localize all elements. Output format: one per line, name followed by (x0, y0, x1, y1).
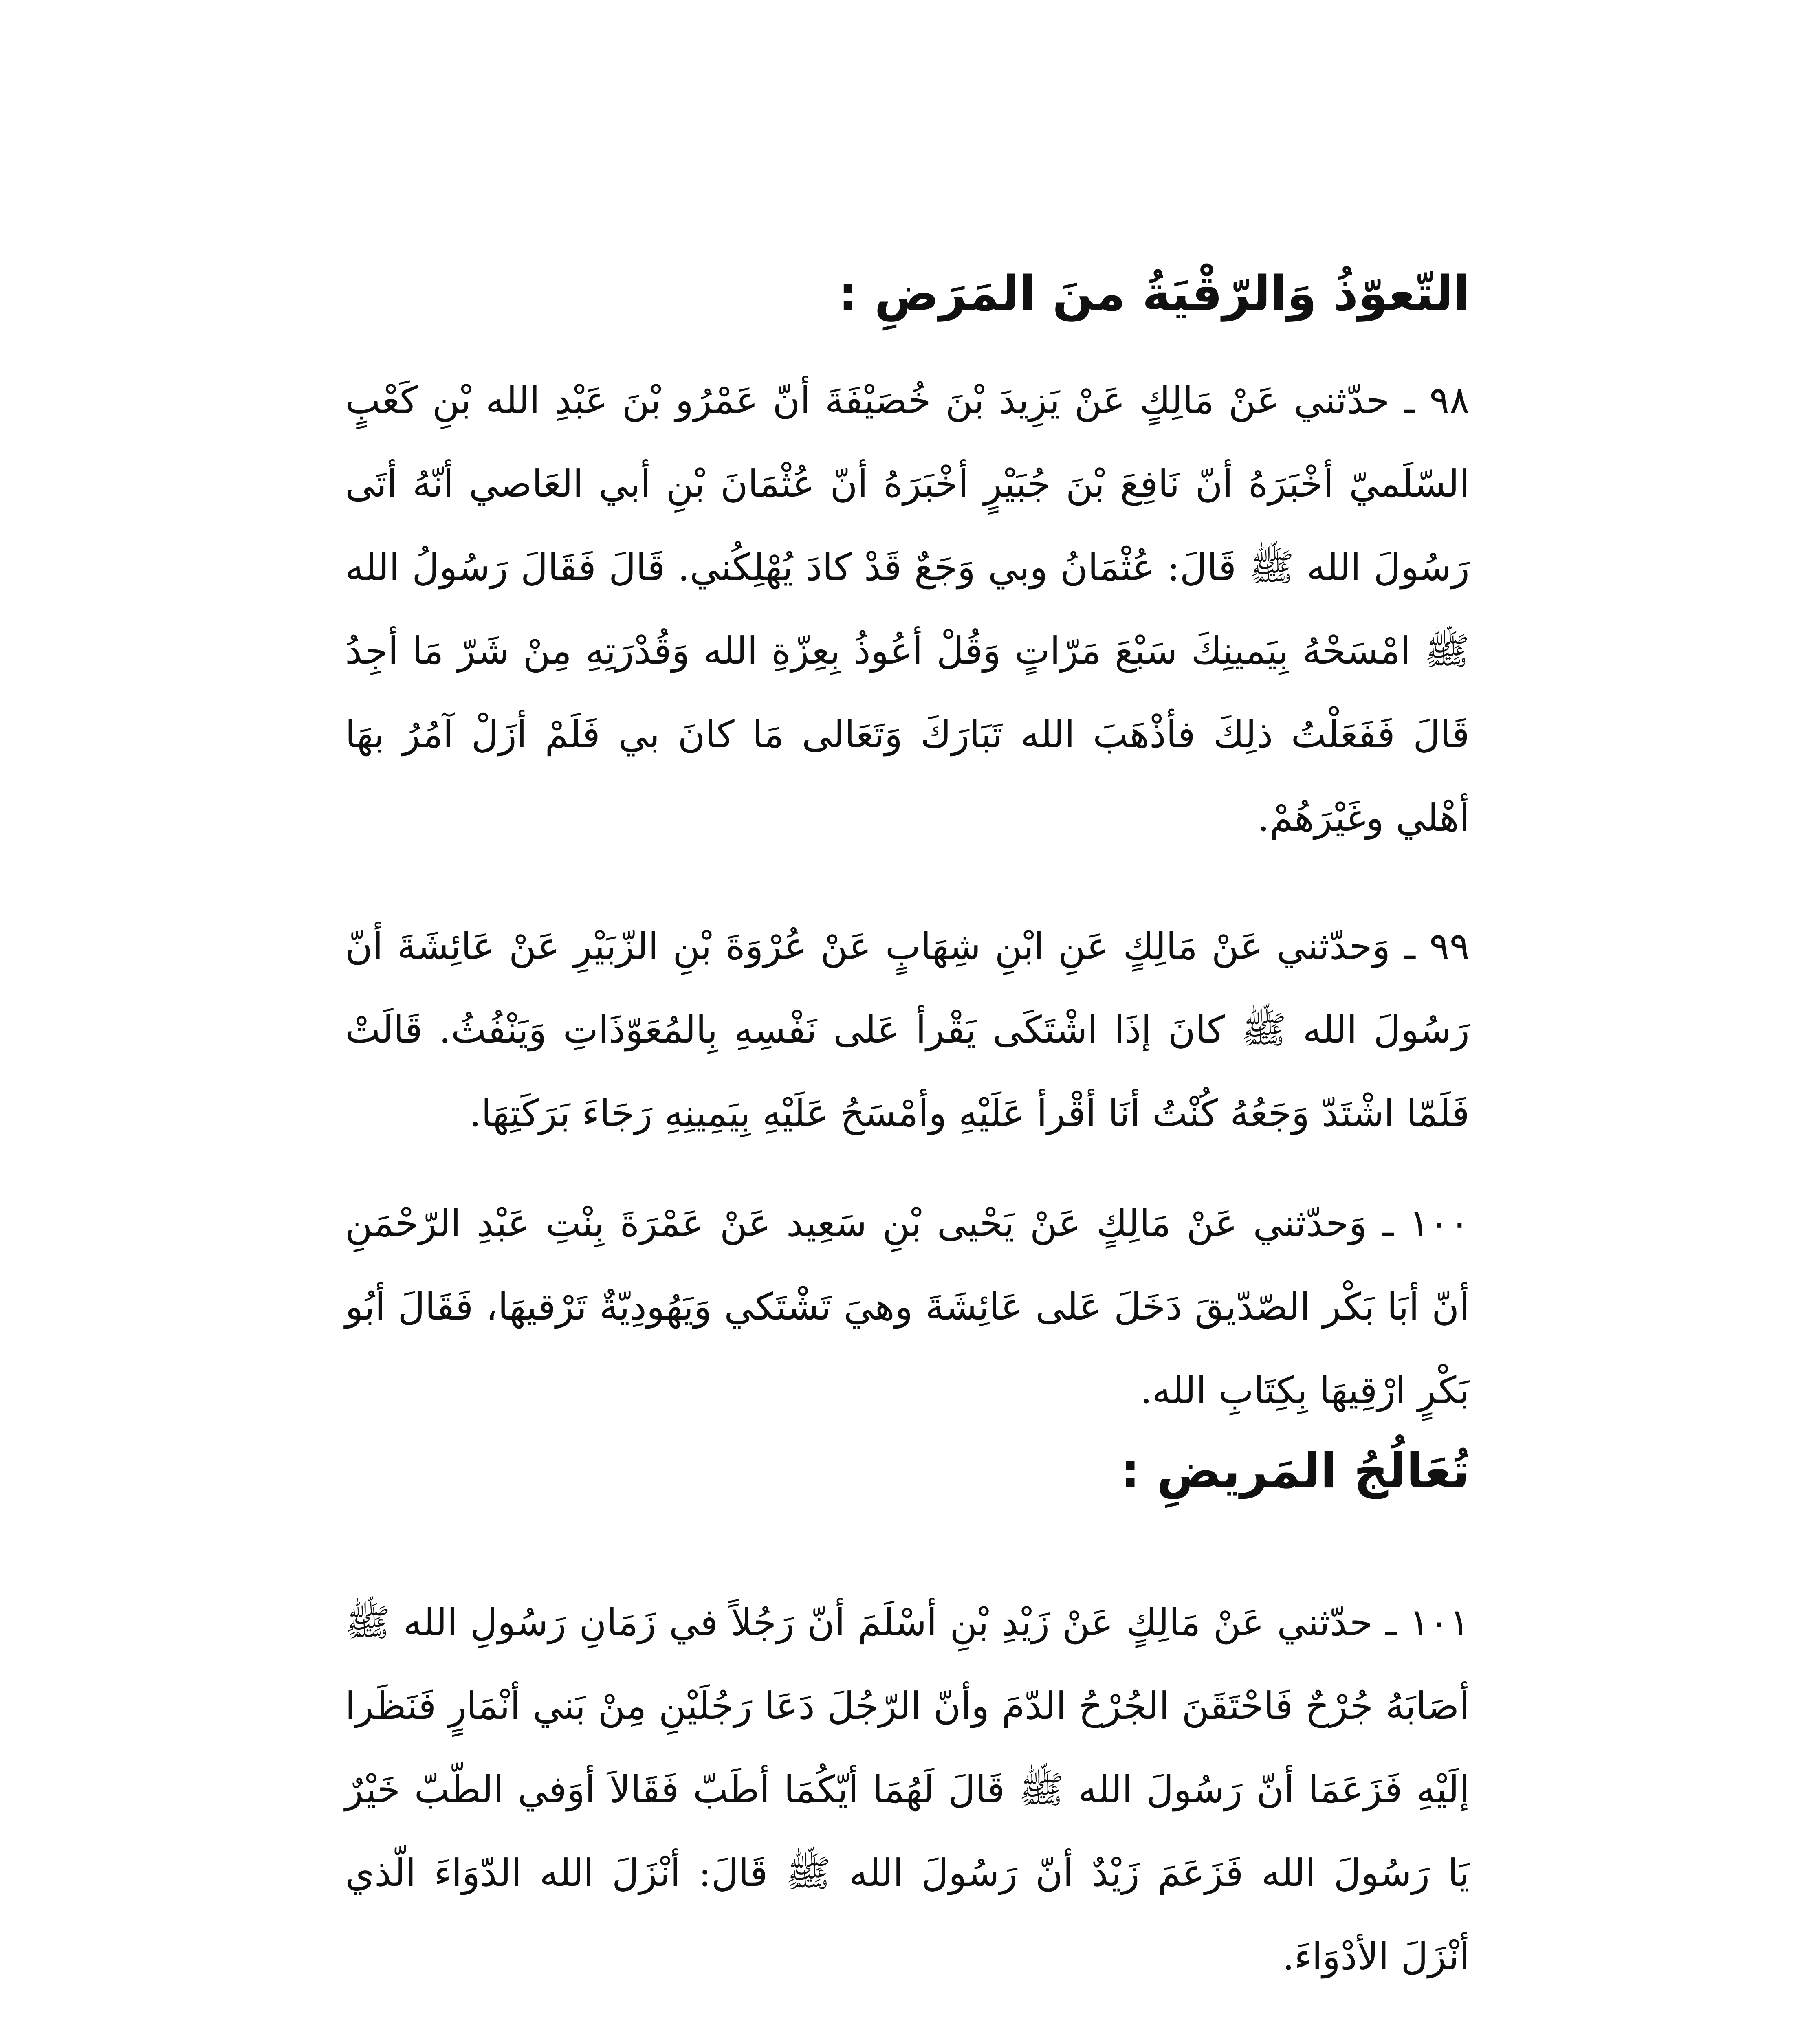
hadith-paragraph-100: ١٠٠ ـ وَحدّثني عَنْ مَالِكٍ عَنْ يَحْيى بْنِ سَعِيد عَنْ عَمْرَةَ بِنْتِ عَبْدِ الرّحْمَنِ أنّ أبَا بَكْر الصّدّيقَ دَخَلَ عَلى عَائِشَةَ وهيَ تَشْتَكي وَيَهُودِيّةٌ تَرْقيهَا، فَقَالَ أبُو بَكْرٍ ارْقِيهَا بِكِتَابِ الله. (345, 1201, 1470, 1412)
section-heading-treatment: تُعَالُجُ المَريضِ : (1120, 1443, 1470, 1499)
hadith-paragraph-101: ١٠١ ـ حدّثني عَنْ مَالِكٍ عَنْ زَيْدِ بْنِ أسْلَمَ أنّ رَجُلاً في زَمَانِ رَسُولِ الله ﷺ أصَابَهُ جُرْحٌ فَاحْتَقَنَ الجُرْحُ الدّمَ وأنّ الرّجُلَ دَعَا رَجُلَيْنِ مِنْ بَني أنْمَارٍ فَنَظَرا إلَيْهِ فَزَعَمَا أنّ رَسُولَ الله ﷺ قَالَ لَهُمَا أيّكُمَا أطَبّ فَقَالاَ أوَفي الطّبّ خَيْرٌ يَا رَسُولَ الله فَزَعَمَ زَيْدٌ أنّ رَسُولَ الله ﷺ قَالَ: أنْزَلَ الله الدّوَاءَ الّذي أنْزَلَ الأدْوَاءَ. (345, 1601, 1470, 1978)
section-heading-incantation: التّعوّذُ وَالرّقْيَةُ منَ المَرَضِ : (838, 265, 1470, 321)
hadith-paragraph-98: ٩٨ ـ حدّثني عَنْ مَالِكٍ عَنْ يَزِيدَ بْنَ خُصَيْفَةَ أنّ عَمْرُو بْنَ عَبْدِ الله بْنِ كَعْبٍ السّلَميّ أخْبَرَهُ أنّ نَافِعَ بْنَ جُبَيْرٍ أخْبَرَهُ أنّ عُثْمَانَ بْنِ أبي العَاصي أنّهُ أتَى رَسُولَ الله ﷺ قَالَ: عُثْمَانُ وبي وَجَعٌ قَدْ كادَ يُهْلِكُني. قَالَ فَقَالَ رَسُولُ الله ﷺ امْسَحْهُ بِيَمينِكَ سَبْعَ مَرّاتٍ وَقُلْ أعُوذُ بِعِزّةِ الله وَقُدْرَتِهِ مِنْ شَرّ مَا أجِدُ قَالَ فَفَعَلْتُ ذلِكَ فأذْهَبَ الله تَبَارَكَ وَتَعَالى مَا كانَ بي فَلَمْ أزَلْ آمُرُ بهَا أهْلي وغَيْرَهُمْ. (345, 378, 1470, 840)
hadith-paragraph-99: ٩٩ ـ وَحدّثني عَنْ مَالِكٍ عَنِ ابْنِ شِهَابٍ عَنْ عُرْوَةَ بْنِ الزّبَيْرِ عَنْ عَائِشَةَ أنّ رَسُولَ الله ﷺ كانَ إذَا اشْتَكَى يَقْرأ عَلى نَفْسِهِ بِالمُعَوّذَاتِ وَيَنْفُثُ. قَالَتْ فَلَمّا اشْتَدّ وَجَعُهُ كُنْتُ أنَا أقْرأ عَلَيْهِ وأمْسَحُ عَلَيْهِ بِيَمِينِهِ رَجَاءَ بَرَكَتِهَا. (345, 924, 1470, 1135)
hadith-paragraph-102 (345, 2021, 1470, 2037)
